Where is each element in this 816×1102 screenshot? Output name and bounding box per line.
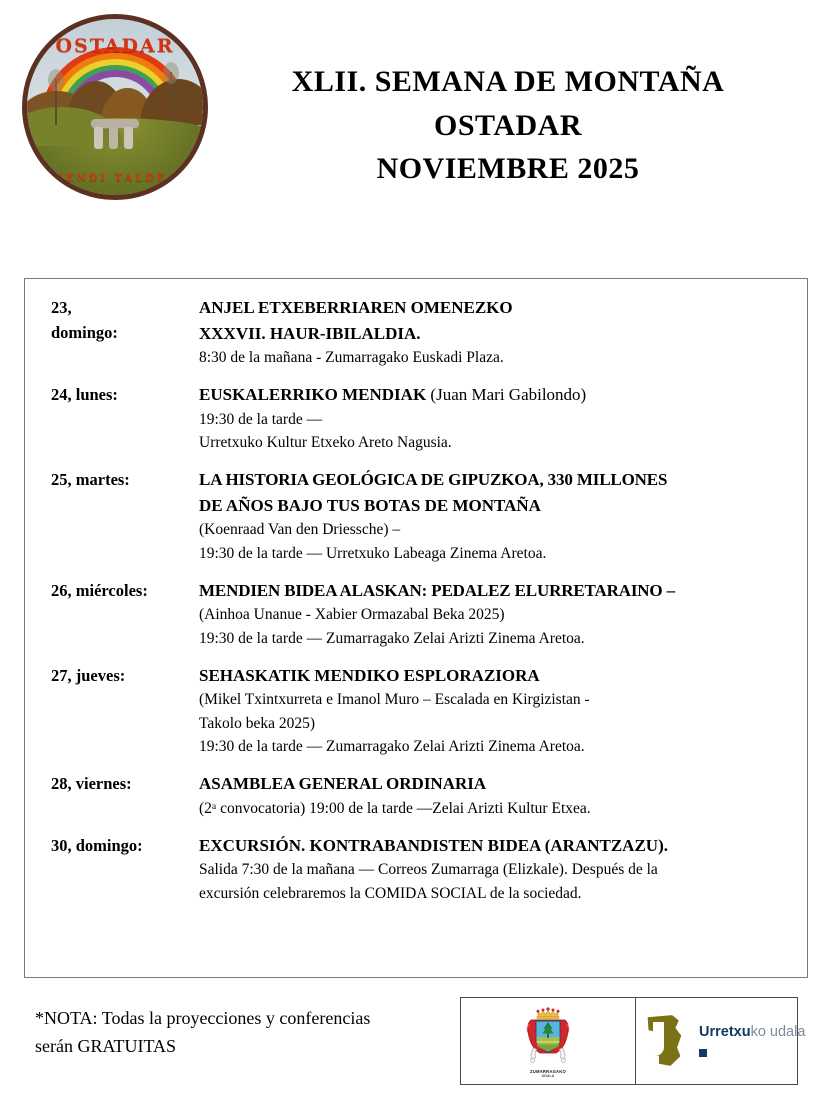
entry-body bbox=[199, 771, 793, 820]
emblem-tree bbox=[170, 72, 172, 121]
zumarraga-label-line-2: UDALA bbox=[541, 1074, 555, 1078]
entry-line: 19:30 de la tarde — Zumarragako Zelai Arizti Zinema Aretoa. bbox=[199, 737, 585, 755]
entry-day-label: 26, miércoles: bbox=[51, 580, 148, 600]
program-entry bbox=[39, 578, 793, 650]
entry-body bbox=[199, 295, 793, 369]
entry-line: MENDIEN BIDEA ALASKAN: PEDALEZ ELURRETARAINO – bbox=[199, 580, 675, 600]
page-footer bbox=[0, 995, 816, 1095]
ostadar-emblem-icon bbox=[22, 14, 208, 200]
entry-day-label: 25, martes: bbox=[51, 470, 130, 490]
entry-line: 19:30 de la tarde — Urretxuko Labeaga Zinema Aretoa. bbox=[199, 544, 547, 562]
sponsor-cell-urretxu bbox=[636, 998, 805, 1084]
entry-line: 8:30 de la mañana - Zumarragako Euskadi Plaza. bbox=[199, 349, 504, 366]
zumarraga-coat-of-arms-icon bbox=[522, 1004, 574, 1079]
entry-line: LA HISTORIA GEOLÓGICA DE GIPUZKOA, 330 MILLONES bbox=[199, 470, 668, 490]
entry-line: (Ainhoa Unanue - Xabier Ormazabal Beka 2025) bbox=[199, 606, 505, 624]
entry-body bbox=[199, 467, 793, 565]
entry-line-title: EUSKALERRIKO MENDIAK bbox=[199, 385, 427, 405]
program-entry bbox=[39, 663, 793, 758]
entry-body bbox=[199, 578, 793, 650]
urretxu-mark-icon bbox=[644, 1013, 690, 1069]
entry-line: ASAMBLEA GENERAL ORDINARIA bbox=[199, 774, 487, 793]
entry-day-line-2: domingo: bbox=[51, 323, 118, 343]
entry-line: 19:30 de la tarde — Zumarragako Zelai Arizti Zinema Aretoa. bbox=[199, 629, 585, 647]
zumarraga-label bbox=[522, 1069, 574, 1079]
urretxu-udala-logo bbox=[644, 1013, 805, 1069]
note-line-2: serán GRATUITAS bbox=[35, 1035, 177, 1056]
entry-line: EXCURSIÓN. KONTRABANDISTEN BIDEA (ARANTZAZU). bbox=[199, 835, 668, 855]
logo-container bbox=[0, 8, 230, 200]
entry-line: SEHASKATIK MENDIKO ESPLORAZIORA bbox=[199, 665, 540, 685]
program-entry bbox=[39, 771, 793, 820]
program-entry bbox=[39, 467, 793, 565]
urretxu-text-light: ko udala bbox=[750, 1023, 806, 1040]
sponsor-logo-table bbox=[460, 997, 806, 1085]
note-text bbox=[35, 1005, 455, 1061]
urretxu-square-icon bbox=[699, 1049, 707, 1057]
dolmen-icon bbox=[91, 119, 139, 149]
entry-body bbox=[199, 833, 793, 905]
emblem-bottom-text: MENDI TALDEA bbox=[51, 173, 179, 185]
entry-day-label bbox=[39, 295, 199, 369]
urretxu-wordmark bbox=[699, 1025, 805, 1041]
entry-line: excursión celebraremos la COMIDA SOCIAL de la sociedad. bbox=[199, 884, 582, 902]
coat-of-arms-svg bbox=[522, 1004, 574, 1068]
entry-line: XXXVII. HAUR-IBILALDIA. bbox=[199, 323, 421, 343]
entry-line: 19:30 de la tarde — bbox=[199, 410, 323, 428]
title-line-2: OSTADAR bbox=[434, 108, 582, 142]
entry-line: DE AÑOS BAJO TUS BOTAS DE MONTAÑA bbox=[199, 495, 541, 515]
page-header bbox=[0, 0, 816, 230]
program-box bbox=[24, 278, 808, 978]
program-entry bbox=[39, 382, 793, 454]
entry-line bbox=[199, 382, 793, 408]
title-line-1: XLII. SEMANA DE MONTAÑA bbox=[291, 65, 725, 98]
entry-day-label: 30, domingo: bbox=[51, 835, 143, 855]
emblem-top-text: OSTADAR bbox=[55, 34, 175, 57]
entry-body bbox=[199, 382, 793, 454]
entry-line: ANJEL ETXEBERRIAREN OMENEZKO bbox=[199, 298, 513, 317]
entry-day-label: 24, lunes: bbox=[51, 385, 118, 405]
entry-day-line-1: 23, bbox=[51, 298, 72, 317]
program-entry bbox=[39, 833, 793, 905]
entry-day-label: 28, viernes: bbox=[51, 774, 132, 793]
page-title bbox=[230, 8, 816, 191]
title-line-3: NOVIEMBRE 2025 bbox=[376, 152, 640, 185]
entry-line: (2$^a$ convocatoria) 19:00 de la tarde —Zelai Arizti Kultur Etxea. bbox=[199, 799, 591, 817]
sponsor-cell-zumarraga bbox=[461, 998, 636, 1084]
note-line-1: *NOTA: Todas la proyecciones y conferencias bbox=[35, 1008, 371, 1028]
program-entry bbox=[39, 295, 793, 369]
entry-body bbox=[199, 663, 793, 758]
entry-line: (Mikel Txintxurreta e Imanol Muro – Escalada en Kirgizistan - bbox=[199, 691, 590, 709]
entry-line: Urretxuko Kultur Etxeko Areto Nagusia. bbox=[199, 434, 452, 451]
zumarraga-label-line-1: ZUMARRAGAKO bbox=[530, 1068, 566, 1074]
entry-line: Takolo beka 2025) bbox=[199, 714, 315, 732]
entry-line-speaker: (Juan Mari Gabilondo) bbox=[426, 385, 587, 405]
entry-day-label: 27, jueves: bbox=[51, 665, 126, 685]
urretxu-text-strong: Urretxu bbox=[699, 1023, 751, 1040]
emblem-tree bbox=[55, 79, 57, 125]
entry-line: (Koenraad Van den Driessche) – bbox=[199, 521, 401, 539]
entry-line: Salida 7:30 de la mañana — Correos Zumarraga (Elizkale). Después de la bbox=[199, 861, 658, 879]
urretxu-text-block bbox=[699, 1025, 805, 1058]
